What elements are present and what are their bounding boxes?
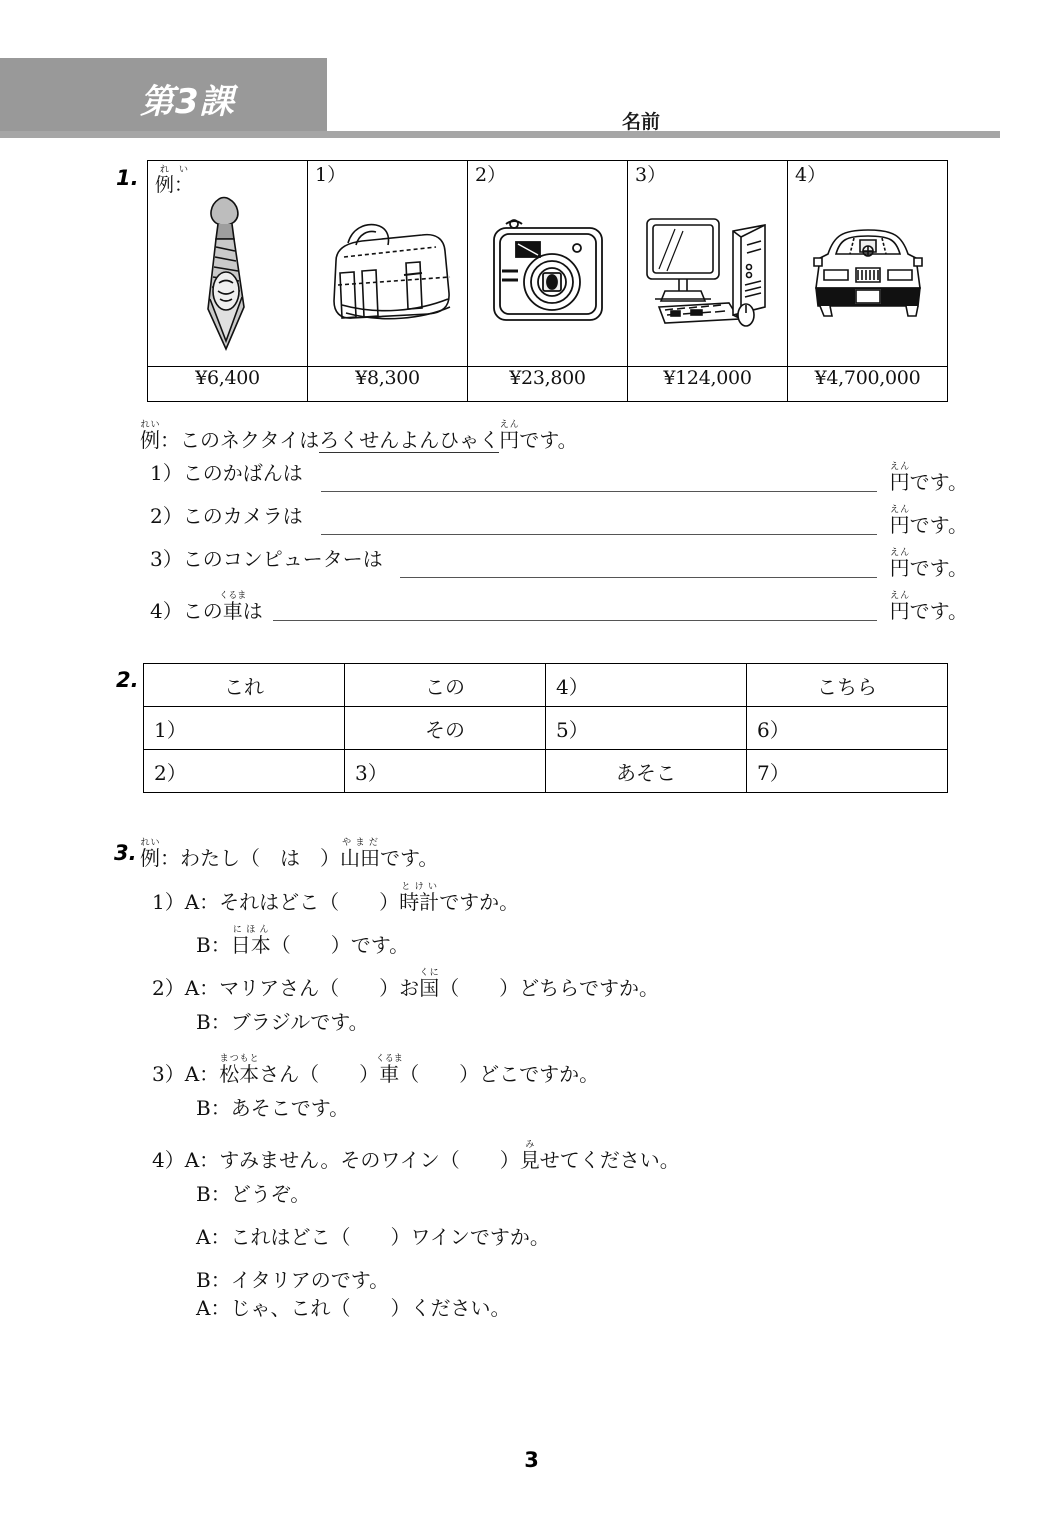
price-3: ¥124,000 <box>628 367 788 402</box>
price-example: ¥6,400 <box>148 367 308 402</box>
price-row <box>148 367 948 402</box>
table-row <box>144 707 948 750</box>
sentence-1-tail: 円えんです。 <box>889 462 968 494</box>
exercise-3-item-4-line-A1: 4）A：すみません。そのワイン（ ）見みせてください。 <box>152 1140 680 1172</box>
answer-blank-2[interactable] <box>321 534 877 535</box>
page-title: 第3課 <box>140 82 235 122</box>
exercise-3-item-2-line-A: 2）A：マリアさん（ ）お国くに（ ）どちらですか。 <box>152 968 659 1000</box>
price-picture-table <box>147 160 948 402</box>
sentence-3-tail: 円えんです。 <box>889 548 968 580</box>
sentence-2-lead: 2）このカメラは <box>150 504 303 528</box>
exercise-3-example: 例れい：わたし（ は ）山田やまだです。 <box>140 838 439 870</box>
exercise-3-item-4-line-B2: B：イタリアのです。 <box>196 1268 390 1292</box>
answer-blank-3[interactable] <box>400 577 877 578</box>
grid-cell-r0c2[interactable]: 4） <box>546 664 747 707</box>
picture-cell-car <box>788 161 948 367</box>
grid-cell-r1c3[interactable]: 6） <box>747 707 948 750</box>
price-2: ¥23,800 <box>468 367 628 402</box>
header-divider-rule <box>0 131 1000 138</box>
picture-row <box>148 161 948 367</box>
grid-cell-r2c3[interactable]: 7） <box>747 750 948 793</box>
sentence-4-lead: 4）この車くるまは <box>150 591 263 623</box>
example-sentence-mid: ：このネクタイは <box>160 428 320 452</box>
exercise-3-item-3-line-A: 3）A：松本まつもとさん（ ）車くるま（ ）どこですか。 <box>152 1054 600 1086</box>
price-4: ¥4,700,000 <box>788 367 948 402</box>
exercise-3-item-4-line-A2: A：これはどこ（ ）ワインですか。 <box>196 1225 550 1249</box>
sentence-4-tail: 円えんです。 <box>889 591 968 623</box>
exercise-1-sentence-3 <box>0 542 1063 582</box>
table-row <box>144 664 948 707</box>
necktie-icon <box>148 183 307 363</box>
exercise-1-number: 1. <box>116 166 139 190</box>
answer-blank-1[interactable] <box>321 491 877 492</box>
example-sentence-answer: ろくせんよんひゃく <box>319 428 500 452</box>
item-label-3: 3） <box>635 164 667 186</box>
picture-cell-camera <box>468 161 628 367</box>
picture-cell-bag <box>308 161 468 367</box>
grid-cell-r0c3[interactable]: こちら <box>747 664 948 707</box>
picture-cell-example <box>148 161 308 367</box>
picture-cell-computer <box>628 161 788 367</box>
grid-cell-r0c0[interactable]: これ <box>144 664 345 707</box>
example-sentence-tail: です。 <box>519 428 578 452</box>
sentence-1-lead: 1）このかばんは <box>150 461 303 485</box>
grid-cell-r1c1[interactable]: その <box>345 707 546 750</box>
exercise-3-number: 3. <box>114 841 137 865</box>
camera-icon <box>468 183 627 363</box>
item-label-4: 4） <box>795 164 827 186</box>
exercise-3-item-1-line-B: B：日本にほん（ ）です。 <box>196 925 410 957</box>
car-icon <box>788 183 947 363</box>
computer-icon <box>628 183 787 363</box>
example-sentence-text: 例れい：このネクタイはろくせんよんひゃく円えんです。 <box>140 420 578 452</box>
grid-cell-r2c1[interactable]: 3） <box>345 750 546 793</box>
exercise-3-item-3-line-B: B：あそこです。 <box>196 1096 350 1120</box>
exercise-1-example-sentence <box>0 414 1063 454</box>
exercise-2-number: 2. <box>116 668 139 692</box>
exercise-1-sentence-4 <box>0 585 1063 625</box>
grid-cell-r0c1[interactable]: この <box>345 664 546 707</box>
grid-cell-r2c0[interactable]: 2） <box>144 750 345 793</box>
item-label-2: 2） <box>475 164 507 186</box>
exercise-3-item-4-line-B1: B：どうぞ。 <box>196 1182 311 1206</box>
bag-icon <box>308 183 467 363</box>
exercise-3-item-1-line-A: 1）A：それはどこ（ ）時計とけいですか。 <box>152 882 520 914</box>
demonstratives-grid-table <box>143 663 948 793</box>
grid-cell-r1c2[interactable]: 5） <box>546 707 747 750</box>
item-label-1: 1） <box>315 164 347 186</box>
exercise-3-item-2-line-B: B：ブラジルです。 <box>196 1010 369 1034</box>
item-label-example: 例：れい <box>155 165 194 196</box>
page-number: 3 <box>524 1448 539 1472</box>
sentence-2-tail: 円えんです。 <box>889 505 968 537</box>
sentence-3-lead: 3）このコンピューターは <box>150 547 383 571</box>
grid-cell-r2c2[interactable]: あそこ <box>546 750 747 793</box>
exercise-3-item-4-line-A3: A：じゃ、これ（ ）ください。 <box>196 1296 511 1320</box>
table-row <box>144 750 948 793</box>
exercise-1-sentence-2 <box>0 499 1063 539</box>
exercise-1-sentence-1 <box>0 456 1063 496</box>
answer-blank-4[interactable] <box>273 620 877 621</box>
name-field-label: 名前 <box>622 111 661 133</box>
price-1: ¥8,300 <box>308 367 468 402</box>
grid-cell-r1c0[interactable]: 1） <box>144 707 345 750</box>
